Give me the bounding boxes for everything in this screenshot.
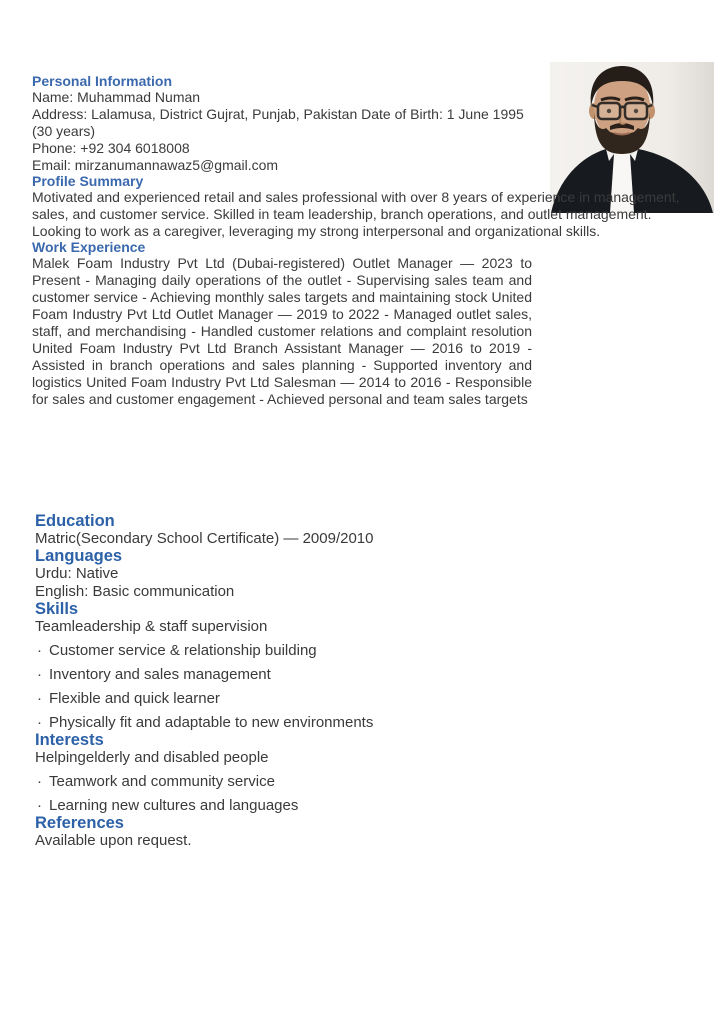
skill-item: · Customer service & relationship building [35, 642, 697, 660]
skill-lead-item: Teamleadership & staff supervision [35, 618, 268, 635]
language-item: Urdu: Native [35, 565, 119, 582]
email-line: Email: mirzanumannawaz5@gmail.com [32, 157, 279, 173]
references-text: Available upon request. [35, 832, 192, 849]
profile-summary-heading: Profile Summary [32, 173, 144, 189]
personal-information-heading: Personal Information [32, 73, 173, 89]
work-experience-heading: Work Experience [32, 239, 146, 255]
skill-item: · Inventory and sales management [35, 666, 697, 684]
skill-item: · Flexible and quick learner [35, 690, 697, 708]
interest-item: · Teamwork and community service [35, 773, 697, 791]
interest-item: · Learning new cultures and languages [35, 797, 697, 815]
references-heading: References [35, 814, 124, 832]
resume-bottom-section [35, 513, 697, 850]
interests-list [35, 773, 697, 815]
education-heading: Education [35, 512, 115, 530]
language-item: English: Basic communication [35, 583, 235, 600]
address-line: Address: Lalamusa, District Gujrat, Punjab, Pakistan Date of Birth: 1 June 1995 (30 years) [32, 106, 524, 139]
interest-lead-item: Helpingelderly and disabled people [35, 749, 269, 766]
interests-heading: Interests [35, 731, 104, 749]
languages-heading: Languages [35, 547, 123, 565]
skills-heading: Skills [35, 600, 79, 618]
skill-item: · Physically fit and adaptable to new environments [35, 714, 697, 732]
work-experience-text: Malek Foam Industry Pvt Ltd (Dubai-registered) Outlet Manager — 2023 to Present - Managing daily operations of the outlet - Supervising sales team and customer service - Achieving monthly sales targets and maintaining stock United Foam Industry Pvt Ltd Outlet Manager — 2019 to 2022 - Managed outlet sales, staff, and merchandising - Handled customer relations and complaint resolution United Foam Industry Pvt Ltd Branch Assistant Manager — 2016 to 2019 - Assisted in branch operations and sales planning - Supported inventory and logistics United Foam Industry Pvt Ltd Salesman — 2014 to 2016 - Responsible for sales and customer engagement - Achieved personal and team sales targets [32, 255, 532, 407]
profile-summary-text: Motivated and experienced retail and sales professional with over 8 years of experience in management, sales, and customer service. Skilled in team leadership, branch operations, and outlet management. Looking to work as a caregiver, leveraging my strong interpersonal and organizational skills. [32, 189, 680, 239]
name-line: Name: Muhammad Numan [32, 89, 201, 105]
phone-line: Phone: +92 304 6018008 [32, 140, 190, 156]
resume-top-section [32, 74, 694, 408]
education-text: Matric(Secondary School Certificate) — 2009/2010 [35, 530, 374, 547]
skills-list [35, 642, 697, 732]
